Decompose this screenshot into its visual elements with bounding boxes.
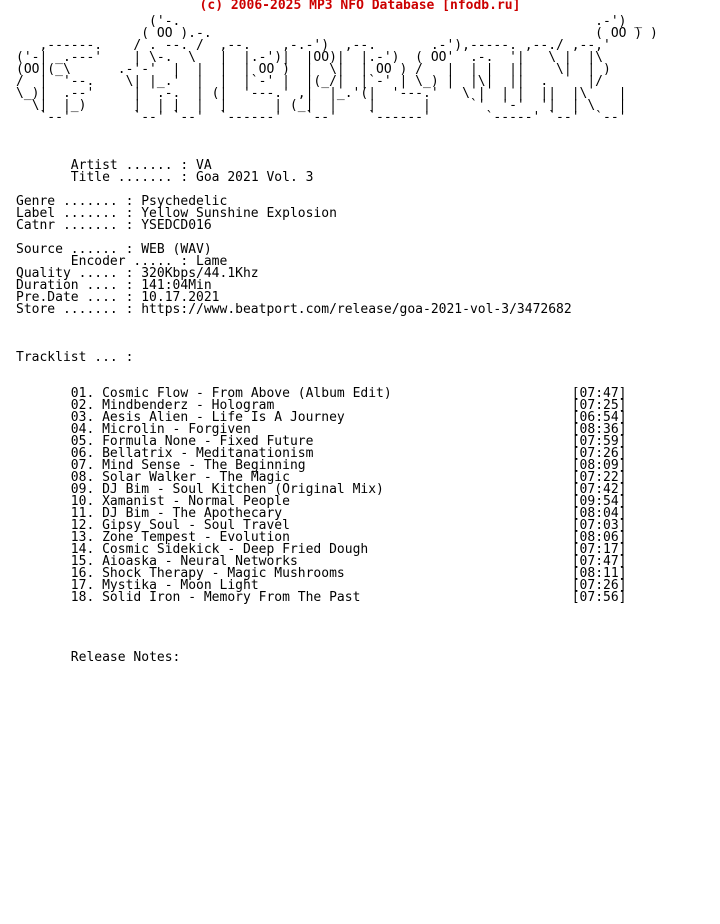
- track-number: 15.: [70, 554, 95, 569]
- quality-label: Quality ..... :: [16, 266, 134, 281]
- track-duration: [08:06]: [571, 530, 627, 545]
- tracklist: [16, 388, 658, 604]
- catnr-row: [16, 220, 658, 232]
- track-number: 17.: [70, 578, 95, 593]
- track-number: 01.: [70, 386, 95, 401]
- logo-line: ( OO ).-. ( OO ) ): [16, 26, 658, 41]
- track-row: [16, 592, 658, 604]
- track-title: Microlin - Forgiven: [102, 422, 251, 437]
- duration-value: 141:04Min: [141, 278, 212, 293]
- track-title: Aioaska - Neural Networks: [102, 554, 298, 569]
- track-duration: [07:17]: [571, 542, 627, 557]
- copyright-header: (c) 2006-2025 MP3 NFO Database [nfodb.ru]: [199, 0, 521, 13]
- genre-label: Genre ....... :: [16, 194, 134, 209]
- logo-line: ('-| _.---' | \-. \ | |.-')| |OO)| |.-') ( OO' .-. '| \ | |\: [16, 50, 603, 65]
- track-duration: [07:47]: [571, 386, 627, 401]
- track-duration: [07:22]: [571, 470, 627, 485]
- track-duration: [07:59]: [571, 434, 627, 449]
- track-title: Bellatrix - Meditanationism: [102, 446, 314, 461]
- track-duration: [08:36]: [571, 422, 627, 437]
- track-number: 10.: [70, 494, 95, 509]
- track-padding: [360, 590, 571, 605]
- track-title: Mystika - Moon Light: [102, 578, 259, 593]
- catnr-label: Catnr ....... :: [16, 218, 134, 233]
- predate-value: 10.17.2021: [141, 290, 220, 305]
- track-duration: [07:03]: [571, 518, 627, 533]
- track-number: 02.: [70, 398, 95, 413]
- track-number: 09.: [70, 482, 95, 497]
- title-value: Goa 2021 Vol. 3: [196, 170, 314, 185]
- logo-line: \| |_) | | | | | | (_| | | | `' '-' '| | \ |: [16, 98, 627, 113]
- track-number: 11.: [70, 506, 95, 521]
- track-title: Mind Sense - The Beginning: [102, 458, 306, 473]
- track-duration: [08:09]: [571, 458, 627, 473]
- track-duration: [07:47]: [571, 554, 627, 569]
- track-title: Solid Iron - Memory From The Past: [102, 590, 361, 605]
- track-title: DJ Bim - Soul Kitchen (Original Mix): [102, 482, 384, 497]
- track-number: 05.: [70, 434, 95, 449]
- genre-value: Psychedelic: [141, 194, 228, 209]
- track-number: 14.: [70, 542, 95, 557]
- store-row: [16, 304, 658, 316]
- store-link[interactable]: https://www.beatport.com/release/goa-2021-vol-3/3472682: [141, 302, 572, 317]
- track-title: Formula None - Fixed Future: [102, 434, 314, 449]
- label-value: Yellow Sunshine Explosion: [141, 206, 337, 221]
- track-number: 03.: [70, 410, 95, 425]
- track-duration: [09:54]: [571, 494, 627, 509]
- logo-line: `--' `--' `--' `------' `--' `------' `-----' `--' `--': [16, 110, 627, 125]
- logo-line: \_)| .--' | .-. | (| '---.' ,| |_.'(| '---.' \ | | | || |\ |: [16, 86, 627, 101]
- release-notes-row: [16, 652, 658, 664]
- track-duration: [08:11]: [571, 566, 627, 581]
- encoder-label: Encoder ..... :: [70, 254, 189, 269]
- logo-line: ('-. .-') _: [16, 14, 643, 29]
- track-number: 06.: [70, 446, 95, 461]
- source-label: Source ...... :: [16, 242, 134, 257]
- track-number: 08.: [70, 470, 95, 485]
- logo-line: ,------. / . --. / ,--. ,-.-') ,--. .-'),-----. ,--./ ,--,': [16, 38, 611, 53]
- nfo-body: [16, 16, 658, 664]
- artist-label: Artist ...... :: [70, 158, 189, 173]
- track-title: Mindbenderz - Hologram: [102, 398, 275, 413]
- track-number: 04.: [70, 422, 95, 437]
- track-title: Cosmic Flow - From Above (Album Edit): [102, 386, 392, 401]
- track-title: Xamanist - Normal People: [102, 494, 290, 509]
- track-duration: [07:42]: [571, 482, 627, 497]
- quality-value: 320Kbps/44.1Khz: [141, 266, 259, 281]
- store-label: Store ....... :: [16, 302, 134, 317]
- track-title: Shock Therapy - Magic Mushrooms: [102, 566, 345, 581]
- track-title: DJ Bim - The Apothecary: [102, 506, 283, 521]
- track-number: 07.: [70, 458, 95, 473]
- predate-label: Pre.Date .... :: [16, 290, 134, 305]
- duration-label: Duration .... :: [16, 278, 134, 293]
- track-duration: [07:25]: [571, 398, 627, 413]
- track-number: 13.: [70, 530, 95, 545]
- title-row: [16, 172, 658, 184]
- label-label: Label ....... :: [16, 206, 134, 221]
- track-number: 16.: [70, 566, 95, 581]
- track-duration: [07:26]: [571, 578, 627, 593]
- track-duration: [06:54]: [571, 410, 627, 425]
- track-title: Zone Tempest - Evolution: [102, 530, 290, 545]
- track-number: 12.: [70, 518, 95, 533]
- artist-value: VA: [196, 158, 212, 173]
- track-duration: [07:56]: [571, 590, 627, 605]
- encoder-value: Lame: [196, 254, 228, 269]
- track-title: Solar Walker - The Magic: [102, 470, 290, 485]
- logo-line: (OO|(_\ .-'-' | | | | OO ) | \| | OO ) / | | | || \| | ): [16, 62, 611, 77]
- track-title: Gipsy Soul - Soul Travel: [102, 518, 290, 533]
- source-value: WEB (WAV): [141, 242, 212, 257]
- track-title: Aesis Alien - Life Is A Journey: [102, 410, 345, 425]
- track-duration: [08:04]: [571, 506, 627, 521]
- logo-line: / | '--. \| |_.' | | |`-' | |(_/| |`-' | \_) | |\| || . |/: [16, 74, 603, 89]
- track-duration: [07:26]: [571, 446, 627, 461]
- track-number: 18.: [70, 590, 95, 605]
- catnr-value: YSEDCD016: [141, 218, 212, 233]
- release-notes-heading: Release Notes:: [70, 650, 181, 665]
- track-title: Cosmic Sidekick - Deep Fried Dough: [102, 542, 369, 557]
- tracklist-heading: Tracklist ... :: [16, 350, 134, 365]
- title-label: Title ....... :: [70, 170, 189, 185]
